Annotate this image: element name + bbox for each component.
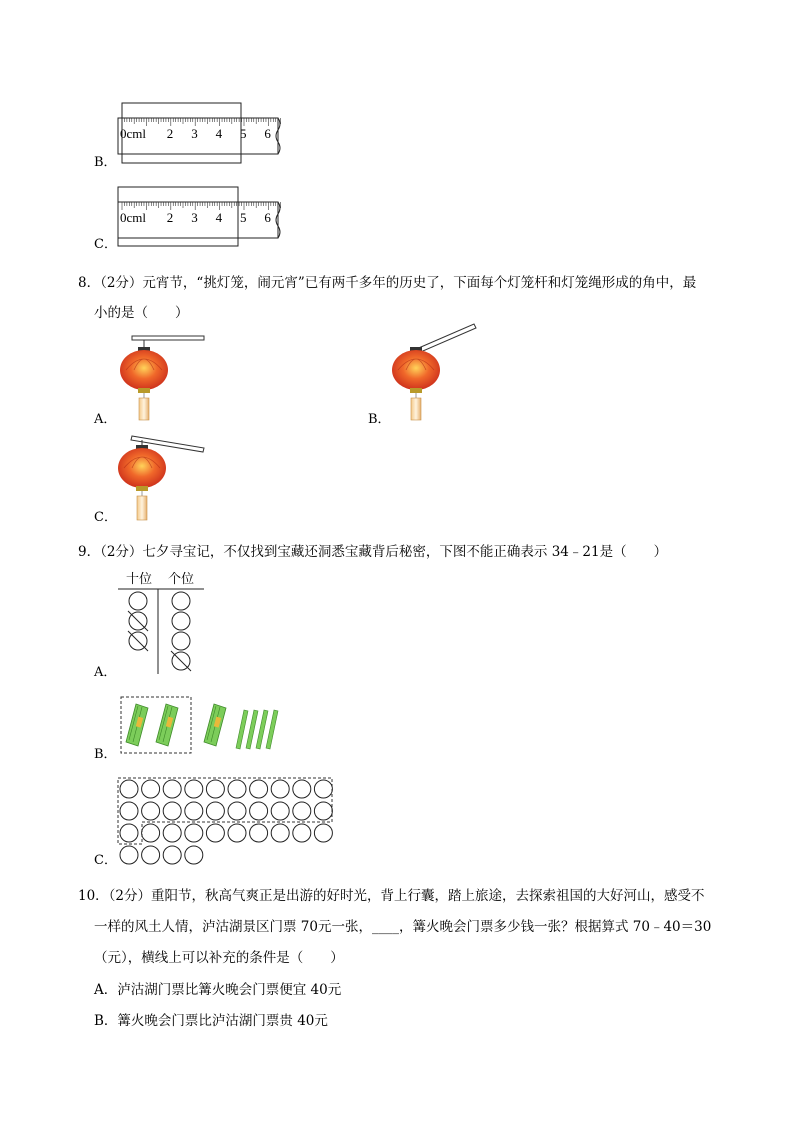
circle-grid-figure bbox=[116, 776, 336, 866]
bundle-2 bbox=[156, 704, 178, 746]
counting-circle bbox=[250, 780, 268, 798]
counting-circle bbox=[250, 824, 268, 842]
counting-circle bbox=[228, 824, 246, 842]
lantern-b-figure bbox=[388, 322, 488, 425]
ruler-tick-label: 4 bbox=[215, 126, 223, 141]
q7-option-b-figure bbox=[116, 102, 291, 164]
counting-circle bbox=[120, 780, 138, 798]
counting-circle bbox=[293, 824, 311, 842]
place-value-chart bbox=[118, 568, 210, 676]
q8-option-c-label[interactable]: C． bbox=[94, 510, 117, 525]
ruler-figure-c bbox=[116, 186, 291, 248]
lantern-pole bbox=[132, 336, 204, 340]
counting-circle bbox=[293, 802, 311, 820]
ones-beads bbox=[171, 592, 191, 671]
bundle-3 bbox=[204, 704, 226, 746]
counting-circle bbox=[206, 780, 224, 798]
counting-circle bbox=[314, 802, 332, 820]
circles bbox=[120, 780, 332, 864]
counting-circle bbox=[142, 846, 160, 864]
q7-option-c-label[interactable]: C． bbox=[94, 237, 117, 252]
q9-stem-line-1: 9．（2分）七夕寻宝记，不仅找到宝藏还洞悉宝藏背后秘密，下图不能正确表示 34﹣21是（ ） bbox=[78, 544, 668, 560]
ruler-tick-label: 6 bbox=[264, 210, 271, 225]
dashed-group-boundary bbox=[118, 778, 332, 844]
ruler-unit-label: 0cml bbox=[120, 210, 146, 225]
lantern-body bbox=[120, 350, 168, 390]
bundle-1 bbox=[126, 704, 148, 746]
ruler-tick-label: 3 bbox=[191, 126, 198, 141]
counting-circle bbox=[185, 802, 203, 820]
ruler-tick-label: 3 bbox=[191, 210, 198, 225]
counting-circle bbox=[163, 824, 181, 842]
tens-beads bbox=[128, 592, 148, 651]
counting-circle bbox=[228, 780, 246, 798]
ruler-tick-label: 5 bbox=[240, 126, 247, 141]
counting-circle bbox=[206, 824, 224, 842]
q8-stem-line-1: 8．（2分）元宵节，“挑灯笼，闹元宵”已有两千多年的历史了，下面每个灯笼杆和灯笼绳形成的角中，最 bbox=[78, 275, 697, 291]
stick-bundles-figure bbox=[118, 694, 288, 756]
counting-circle bbox=[185, 846, 203, 864]
ruler-figure-b bbox=[116, 102, 291, 164]
counting-circle bbox=[228, 802, 246, 820]
ruler-tick-label: 2 bbox=[166, 126, 174, 141]
q9-option-b-label[interactable]: B． bbox=[94, 747, 117, 762]
q10-stem-line-2: 一样的风土人情，泸沽湖景区门票 70元一张，____，篝火晚会门票多少钱一张？根据算式 70﹣40＝30 bbox=[94, 919, 712, 935]
counting-circle bbox=[271, 780, 289, 798]
counting-circle bbox=[314, 780, 332, 798]
lantern-pole bbox=[414, 324, 476, 354]
ruler-tick-label: 5 bbox=[240, 210, 247, 225]
ruler-tick-label: 2 bbox=[166, 210, 174, 225]
counting-circle bbox=[271, 802, 289, 820]
lantern-body bbox=[392, 350, 440, 390]
counting-circle bbox=[250, 802, 268, 820]
q7-option-c-figure bbox=[116, 186, 291, 248]
counting-circle bbox=[120, 824, 138, 842]
q10-stem-line-3: （元），横线上可以补充的条件是（ ） bbox=[94, 950, 344, 966]
lantern-body bbox=[118, 448, 166, 488]
ruler-tick-labels bbox=[167, 210, 272, 225]
lantern-a-figure bbox=[112, 330, 212, 425]
single-sticks bbox=[236, 710, 278, 749]
q8-stem-line-2: 小的是（ ） bbox=[94, 305, 189, 321]
q7-option-b-label[interactable]: B． bbox=[94, 155, 117, 170]
counting-circle bbox=[163, 780, 181, 798]
ruler-ticks bbox=[122, 202, 281, 210]
counting-circle bbox=[163, 846, 181, 864]
q8-option-b-label[interactable]: B． bbox=[368, 412, 391, 427]
q10-stem-line-1: 10．（2分）重阳节，秋高气爽正是出游的好时光，背上行囊，踏上旅途，去探索祖国的大好河山，感受不 bbox=[78, 888, 705, 904]
counting-circle bbox=[293, 780, 311, 798]
counting-circle bbox=[185, 780, 203, 798]
tens-header: 十位 bbox=[126, 572, 153, 587]
counting-circle bbox=[271, 824, 289, 842]
counting-circle bbox=[142, 802, 160, 820]
q10-option-a[interactable]: A．泸沽湖门票比篝火晚会门票便宜 40元 bbox=[94, 982, 342, 998]
ruler-unit-label: 0cml bbox=[120, 126, 146, 141]
lantern-c-figure bbox=[112, 430, 212, 525]
q9-option-a-label[interactable]: A． bbox=[94, 665, 117, 680]
counting-circle bbox=[185, 824, 203, 842]
counting-circle bbox=[120, 802, 138, 820]
ruler-ticks bbox=[122, 118, 281, 126]
ones-header: 个位 bbox=[168, 572, 195, 587]
ruler-tick-label: 6 bbox=[264, 126, 271, 141]
counting-circle bbox=[142, 780, 160, 798]
counting-circle bbox=[163, 802, 181, 820]
q10-option-b[interactable]: B．篝火晚会门票比泸沽湖门票贵 40元 bbox=[94, 1013, 328, 1029]
counting-circle bbox=[142, 824, 160, 842]
q8-option-a-label[interactable]: A． bbox=[94, 412, 117, 427]
counting-circle bbox=[206, 802, 224, 820]
q9-option-c-label[interactable]: C． bbox=[94, 853, 117, 868]
ruler-tick-label: 4 bbox=[215, 210, 223, 225]
counting-circle bbox=[120, 846, 138, 864]
ruler-tick-labels bbox=[167, 126, 272, 141]
counting-circle bbox=[314, 824, 332, 842]
